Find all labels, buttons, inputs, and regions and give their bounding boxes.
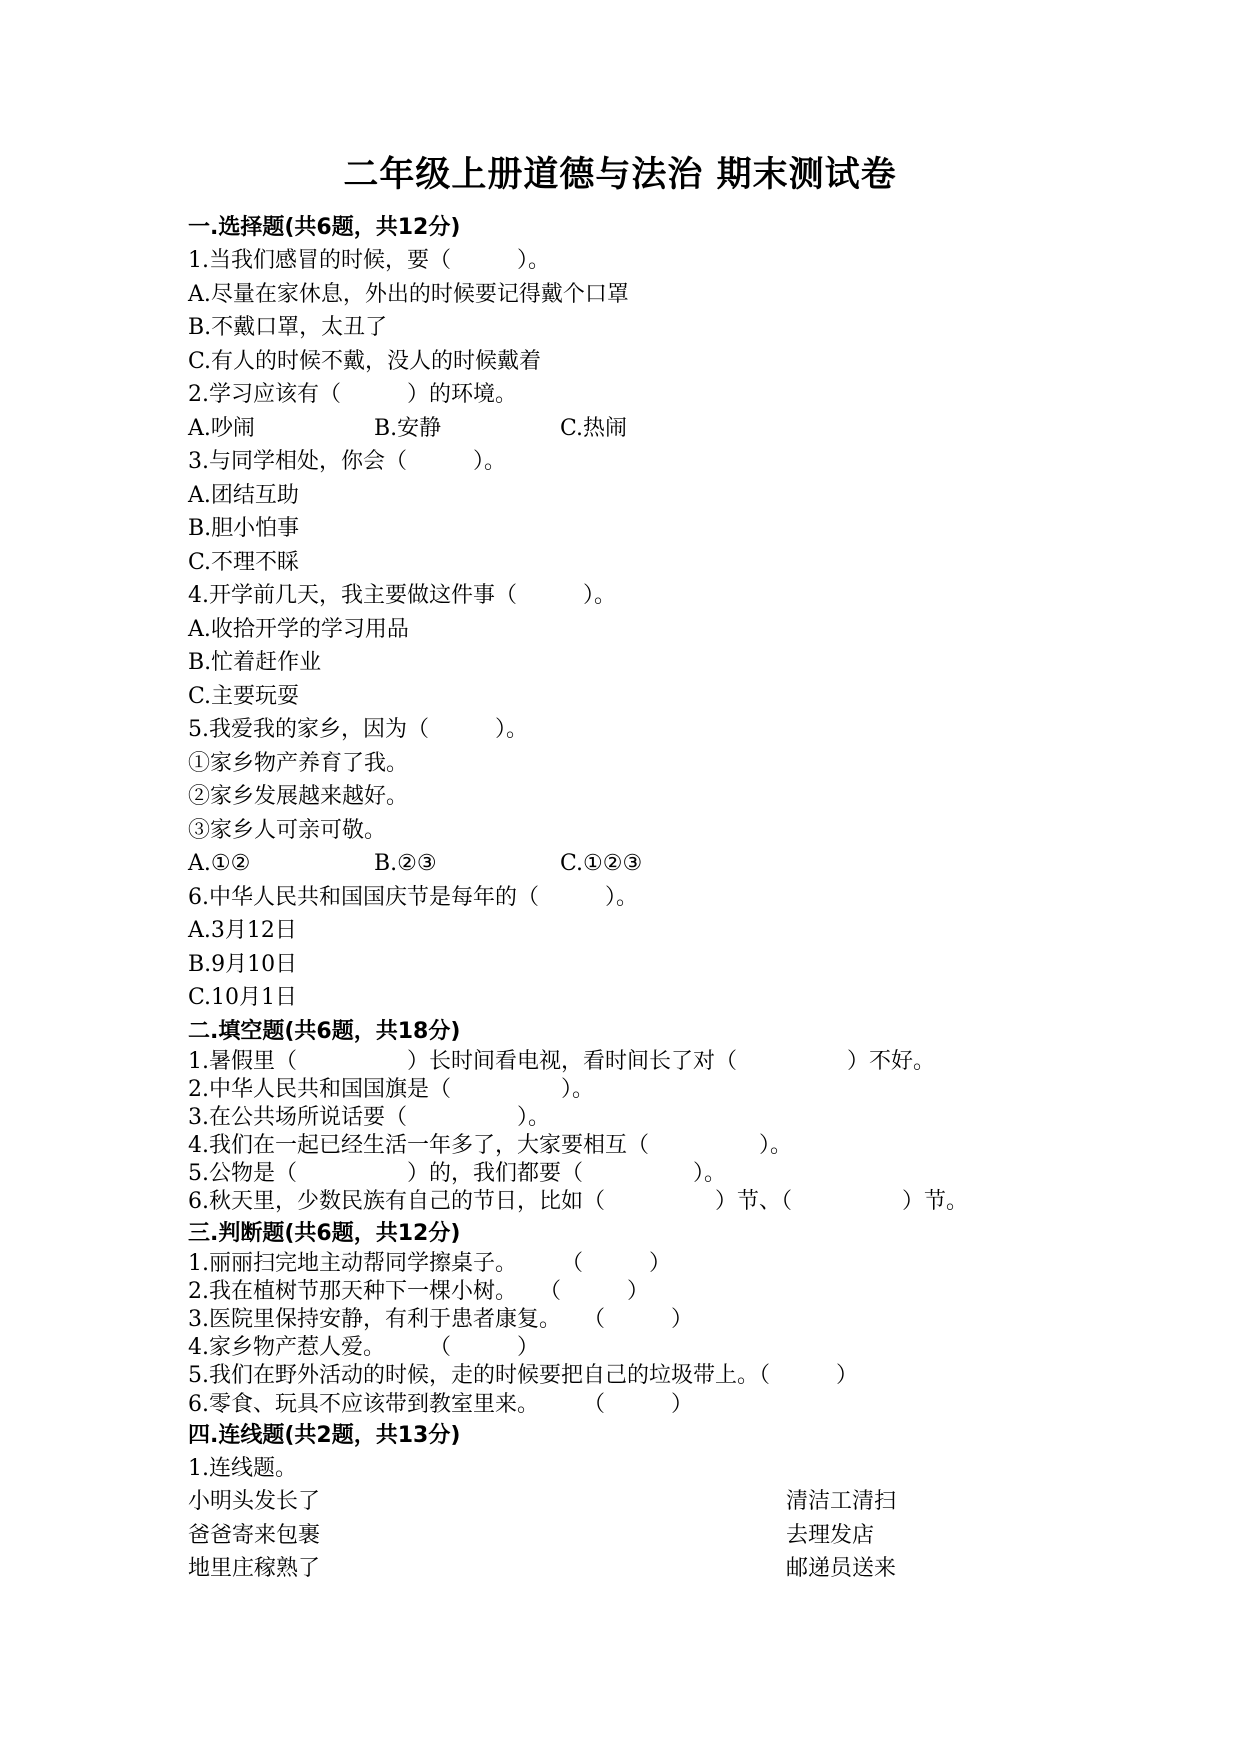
question-line: 4.家乡物产惹人爱。 （ ） [188, 1335, 539, 1361]
question-line: 6.中华人民共和国国庆节是每年的（ ）。 [188, 884, 638, 910]
question-line: 1.连线题。 [188, 1455, 297, 1481]
section-heading: 一.选择题(共6题，共12分) [188, 215, 461, 240]
statement-line: ①家乡物产养育了我。 [188, 750, 409, 776]
option-b: B.安静 [374, 415, 442, 441]
option-line: B.不戴口罩，太丑了 [188, 315, 388, 340]
question-line: 2.我在植树节那天种下一棵小树。 （ ） [188, 1278, 649, 1304]
statement-line: ③家乡人可亲可敬。 [188, 817, 387, 843]
question-line: 1.当我们感冒的时候，要（ ）。 [188, 248, 550, 273]
matching-right-item: 清洁工清扫 [786, 1489, 897, 1515]
option-row [188, 412, 1088, 446]
option-c: C.①②③ [560, 851, 643, 876]
matching-left-item: 爸爸寄来包裹 [188, 1522, 321, 1548]
question-line: 3.在公共场所说话要（ ）。 [188, 1104, 550, 1130]
page-title: 二年级上册道德与法治 期末测试卷 [343, 155, 897, 195]
question-line: 5.我们在野外活动的时候，走的时候要把自己的垃圾带上。（ ） [188, 1363, 858, 1389]
matching-row [188, 1519, 1088, 1553]
option-line: B.胆小怕事 [188, 516, 300, 541]
question-line: 1.暑假里（ ）长时间看电视，看时间长了对（ ）不好。 [188, 1048, 935, 1074]
option-line: C.有人的时候不戴，没人的时候戴着 [188, 348, 542, 374]
option-row [188, 847, 1088, 881]
option-line: C.主要玩耍 [188, 683, 300, 709]
matching-right-item: 去理发店 [786, 1522, 875, 1548]
matching-row [188, 1552, 1088, 1586]
matching-right-item: 邮递员送来 [786, 1556, 897, 1582]
matching-left-item: 小明头发长了 [188, 1489, 321, 1515]
section-heading: 四.连线题(共2题，共13分) [188, 1422, 461, 1448]
exam-page [188, 145, 1088, 1586]
section-heading: 二.填空题(共6题，共18分) [188, 1018, 461, 1044]
matching-row [188, 1485, 1088, 1519]
section-heading: 三.判断题(共6题，共12分) [188, 1220, 461, 1246]
statement-line: ②家乡发展越来越好。 [188, 784, 409, 809]
option-a: A.吵闹 [188, 415, 255, 441]
option-line: A.团结互助 [188, 482, 299, 508]
question-line: 1.丽丽扫完地主动帮同学擦桌子。 （ ） [188, 1250, 671, 1276]
matching-left-item: 地里庄稼熟了 [188, 1556, 321, 1582]
question-line: 2.学习应该有（ ）的环境。 [188, 382, 517, 407]
option-c: C.热闹 [560, 415, 628, 441]
question-line: 2.中华人民共和国国旗是（ ）。 [188, 1076, 594, 1102]
section-matching [188, 1419, 1088, 1586]
section-multiple-choice [188, 211, 1088, 1015]
option-line: C.10月1日 [188, 985, 298, 1010]
option-line: A.尽量在家休息，外出的时候要记得戴个口罩 [188, 281, 629, 307]
section-fill-in-blank [188, 1015, 1088, 1217]
question-line: 6.零食、玩具不应该带到教室里来。 （ ） [188, 1391, 693, 1417]
option-line: B.9月10日 [188, 951, 298, 977]
question-line: 4.我们在一起已经生活一年多了，大家要相互（ ）。 [188, 1133, 792, 1159]
question-line: 6.秋天里，少数民族有自己的节日，比如（ ）节、（ ）节。 [188, 1189, 968, 1215]
question-line: 5.我爱我的家乡，因为（ ）。 [188, 717, 528, 742]
option-line: B.忙着赶作业 [188, 650, 322, 675]
section-true-false [188, 1217, 1088, 1419]
question-line: 3.医院里保持安静，有利于患者康复。 （ ） [188, 1307, 693, 1332]
option-b: B.②③ [374, 851, 437, 876]
option-line: A.收拾开学的学习用品 [188, 616, 409, 642]
question-line: 4.开学前几天，我主要做这件事（ ）。 [188, 583, 616, 608]
option-line: C.不理不睬 [188, 549, 300, 575]
option-a: A.①② [188, 851, 251, 876]
question-line: 3.与同学相处，你会（ ）。 [188, 449, 506, 474]
question-line: 5.公物是（ ）的，我们都要（ ）。 [188, 1161, 726, 1187]
option-line: A.3月12日 [188, 918, 297, 943]
